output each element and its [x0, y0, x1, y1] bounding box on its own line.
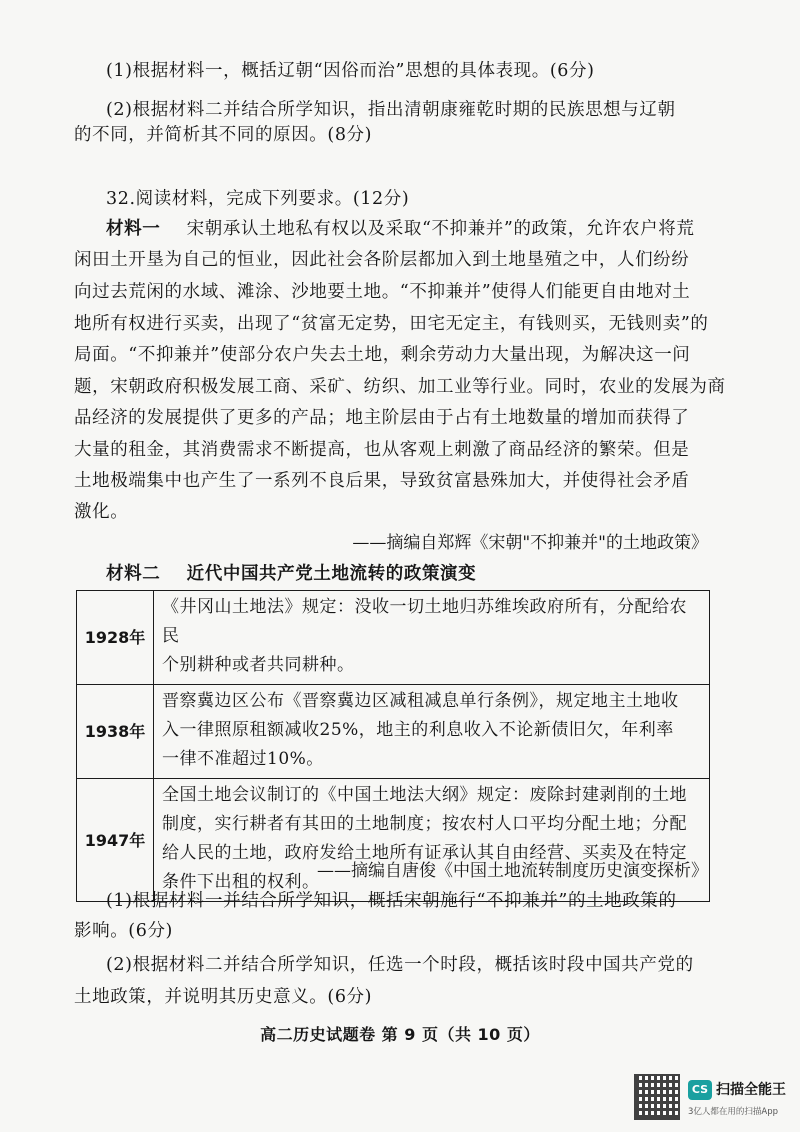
policy-table	[76, 590, 710, 902]
year-cell: 1938年	[77, 685, 154, 779]
table-row	[77, 685, 710, 779]
q32-question-1-cont: 影响。(6分)	[74, 921, 173, 941]
q32-question-2-cont: 土地政策，并说明其历史意义。(6分)	[74, 987, 373, 1007]
year-cell: 1947年	[77, 779, 154, 902]
policy-cell	[154, 591, 710, 685]
material1-label: 材料一	[106, 219, 161, 239]
material2-source: ——摘编自唐俊《中国土地流转制度历史演变探析》	[317, 861, 708, 881]
material1-line-7: 品经济的发展提供了更多的产品；地主阶层由于占有土地数量的增加而获得了	[74, 408, 690, 428]
material1-line-3: 向过去荒闲的水域、滩涂、沙地要土地。“不抑兼并”使得人们能更自由地对土	[74, 282, 691, 302]
q31-part-2-cont: 的不同，并简析其不同的原因。(8分)	[74, 125, 373, 145]
policy-cell	[154, 685, 710, 779]
policy-line: 《井冈山土地法》规定：没收一切土地归苏维埃政府所有，分配给农民	[162, 597, 687, 646]
material1-line-8: 大量的租金，其消费需求不断提高，也从客观上刺激了商品经济的繁荣。但是	[74, 440, 690, 460]
policy-line: 制度，实行耕者有其田的土地制度；按农村人口平均分配土地；分配	[162, 814, 687, 834]
q31-part-2: (2)根据材料二并结合所学知识，指出清朝康雍乾时期的民族思想与辽朝	[106, 100, 676, 120]
scanner-watermark	[634, 1074, 784, 1124]
material1-line-6: 题，宋朝政府积极发展工商、采矿、纺织、加工业等行业。同时，农业的发展为商	[74, 377, 726, 397]
year-cell: 1928年	[77, 591, 154, 685]
watermark-tagline: 3亿人都在用的扫描App	[688, 1107, 779, 1117]
q32-heading: 32.阅读材料，完成下列要求。(12分)	[106, 189, 410, 209]
material1-line-4: 地所有权进行买卖，出现了“贫富无定势，田宅无定主，有钱则买，无钱则卖”的	[74, 314, 709, 334]
material2-heading	[106, 561, 716, 587]
policy-line: 一律不准超过10%。	[162, 749, 324, 769]
policy-line: 晋察冀边区公布《晋察冀边区减租减息单行条例》，规定地主土地收	[162, 691, 679, 711]
camscanner-logo-icon: CS	[688, 1080, 712, 1100]
material1-text-1: 宋朝承认土地私有权以及采取“不抑兼并”的政策，允许农户将荒	[186, 219, 695, 239]
material2-title: 近代中国共产党土地流转的政策演变	[186, 564, 477, 584]
table-row	[77, 591, 710, 685]
q31-part-1: (1)根据材料一，概括辽朝“因俗而治”思想的具体表现。(6分)	[106, 61, 595, 81]
material1-line-2: 闲田土开垦为自己的恒业，因此社会各阶层都加入到土地垦殖之中，人们纷纷	[74, 250, 690, 270]
material1-line-1	[106, 216, 716, 242]
policy-line: 入一律照原租额减收25%，地主的利息收入不论新债旧欠，年利率	[162, 720, 674, 740]
policy-line: 条件下出租的权利。	[162, 872, 320, 892]
material1-line-10: 激化。	[74, 502, 129, 522]
policy-line: 个别耕种或者共同耕种。	[162, 655, 355, 675]
q32-question-2: (2)根据材料二并结合所学知识，任选一个时段，概括该时段中国共产党的	[106, 955, 694, 975]
qr-code-icon	[634, 1074, 680, 1120]
page-footer: 高二历史试题卷 第 9 页（共 10 页）	[260, 1025, 540, 1044]
material1-line-5: 局面。“不抑兼并”使部分农户失去土地，剩余劳动力大量出现，为解决这一问	[74, 345, 691, 365]
policy-line: 全国土地会议制订的《中国土地法大纲》规定：废除封建剥削的土地	[162, 785, 687, 805]
material2-label: 材料二	[106, 564, 161, 584]
watermark-brand: 扫描全能王	[716, 1082, 786, 1098]
material1-line-9: 土地极端集中也产生了一系列不良后果，导致贫富悬殊加大，并使得社会矛盾	[74, 471, 690, 491]
material1-source: ——摘编自郑辉《宋朝"不抑兼并"的土地政策》	[352, 533, 708, 553]
q32-question-1: (1)根据材料一并结合所学知识，概括宋朝施行“不抑兼并”的土地政策的	[106, 891, 677, 911]
policy-line: 给人民的土地，政府发给土地所有证承认其自由经营、买卖及在特定	[162, 843, 687, 863]
